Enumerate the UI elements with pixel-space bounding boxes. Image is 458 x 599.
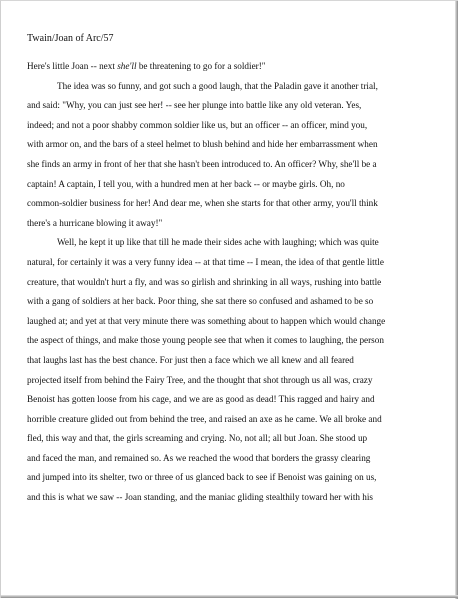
paragraph-1-line: she finds an army in front of her that she hasn't been introduced to. An officer? Why, she'll be a [27, 158, 377, 169]
opening-line-part: be threatening to go for a soldier!" [136, 61, 266, 71]
paragraph-2-line: Well, he kept it up like that till he made their sides ache with laughing; which was quite [57, 237, 379, 248]
paragraph-2-line: Benoist has gotten loose from his cage, and we are as good as dead! This ragged and hairy and [27, 394, 375, 405]
paragraph-1-line: with armor on, and the bars of a steel helmet to blush behind and hide her embarrassment when [27, 139, 378, 150]
paragraph-2-line: and faced the man, and remained so. As we reached the wood that borders the grassy clearing [27, 452, 371, 463]
paragraph-1-line: captain! A captain, I tell you, with a hundred men at her back -- or maybe girls. Oh, no [27, 178, 345, 189]
opening-line [27, 57, 431, 77]
paragraph-2-line: the aspect of things, and make those young people see that when it comes to laughing, the person [27, 335, 384, 346]
paragraph-2-line: with a gang of soldiers at her back. Poor thing, she sat there so confused and ashamed to be so [27, 296, 374, 307]
paragraph-2-line: natural, for certainly it was a very funny idea -- at that time -- I mean, the idea of that gentle little [27, 256, 384, 267]
running-head: Twain/Joan of Arc/57 [27, 33, 114, 44]
paragraph-1-line: common-soldier business for her! And dear me, when she starts for that other army, you'll think [27, 198, 378, 209]
paragraph-2-line: creature, that wouldn't hurt a fly, and was so girlish and shrinking in all ways, rushing into battle [27, 276, 382, 287]
paragraph-1-line: indeed; and not a poor shabby common soldier like us, but an officer -- an officer, mind you, [27, 119, 368, 130]
opening-line-part: Here's little Joan -- next [27, 61, 118, 71]
paragraph-1-line: there's a hurricane blowing it away!" [27, 217, 163, 228]
opening-line-emphasis: she'll [117, 61, 137, 71]
paragraph-1-line: The idea was so funny, and got such a good laugh, that the Paladin gave it another trial, [57, 80, 378, 91]
paragraph-2-line: that laughs last has the best chance. For just then a face which we all knew and all feared [27, 354, 354, 365]
paragraph-2-line: horrible creature glided out from behind the tree, and raised an axe as he came. We all broke and [27, 413, 382, 424]
paragraph-1-line: and said: "Why, you can just see her! -- see her plunge into battle like any old veteran. Yes, [27, 100, 362, 111]
paragraph-2-line: fled, this way and that, the girls screaming and crying. No, not all; all but Joan. She stood up [27, 433, 368, 444]
paragraph-2-line: projected itself from behind the Fairy Tree, and the thought that shot through us all was, crazy [27, 374, 373, 385]
paragraph-2-line: and this is what we saw -- Joan standing, and the maniac gliding stealthily toward her with his [27, 492, 373, 503]
paragraph-2-line: laughed at; and yet at that very minute there was something about to happen which would change [27, 315, 386, 326]
paragraph-2-line: and jumped into its shelter, two or three of us glanced back to see if Benoist was gaining on us, [27, 472, 377, 483]
body-text [27, 57, 431, 508]
